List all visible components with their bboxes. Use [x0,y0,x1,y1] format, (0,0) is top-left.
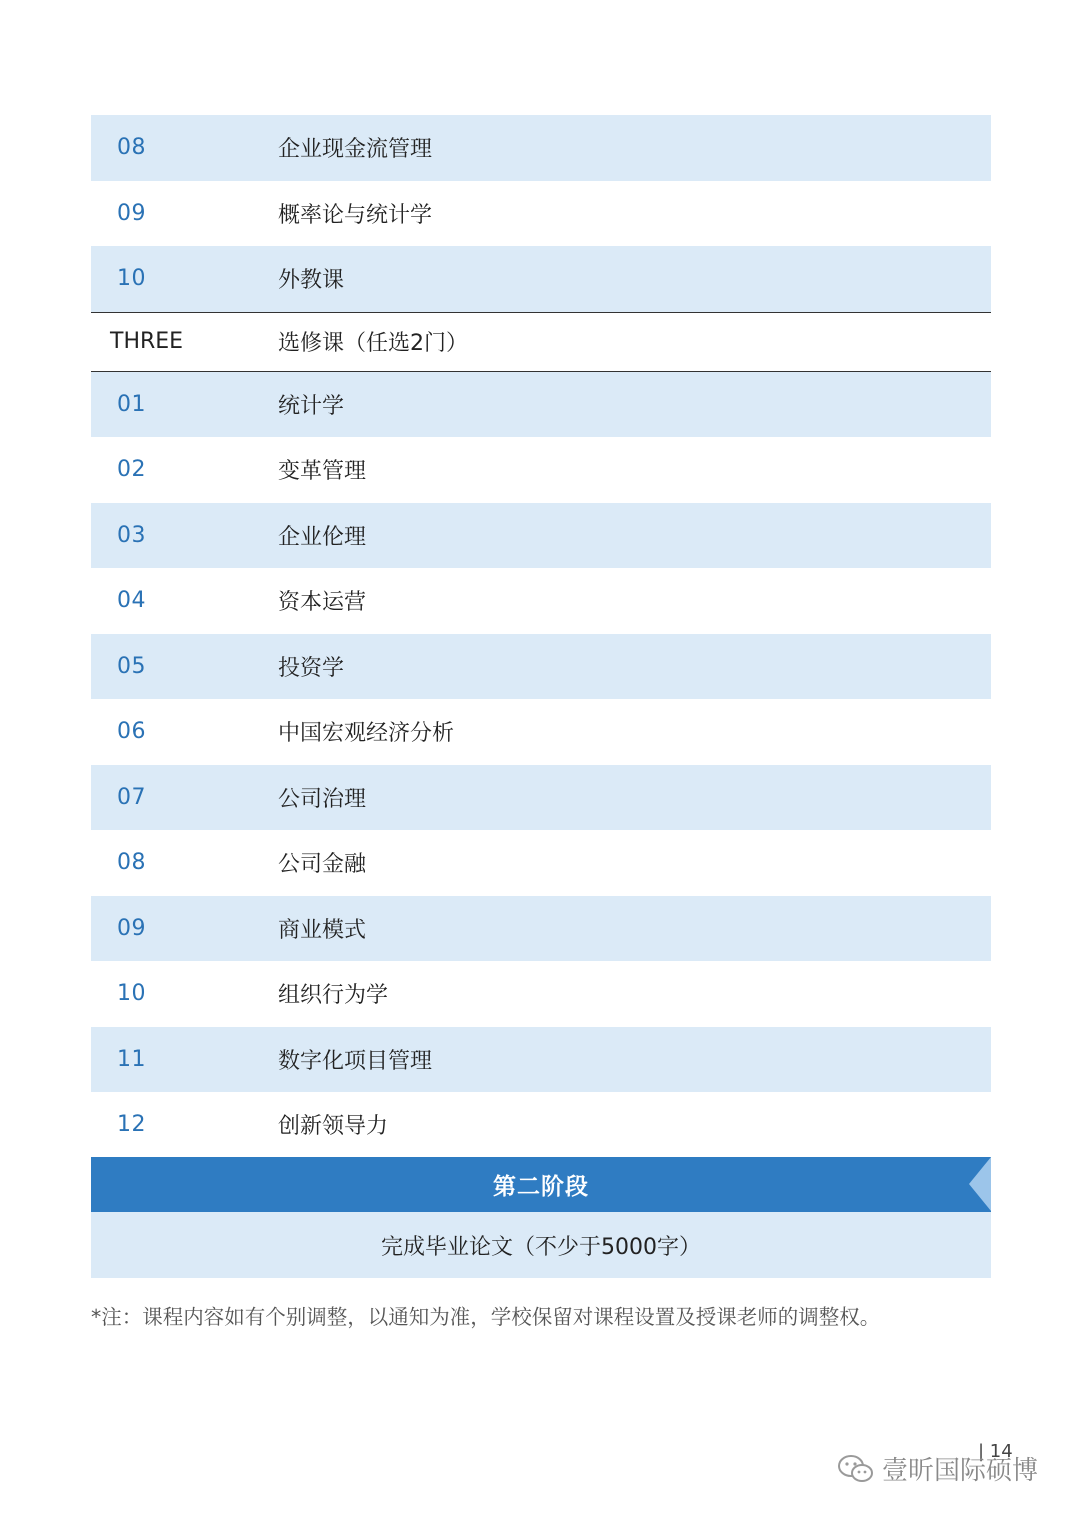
course-row [91,372,991,438]
course-row [91,699,991,765]
elective-course-rows [91,372,991,1158]
course-row [91,246,991,312]
course-table [91,115,991,1158]
stage-title: 第二阶段 [493,1174,589,1200]
section-number: THREE [110,329,184,354]
course-row [91,503,991,569]
course-number: 04 [117,588,146,614]
course-number: 05 [117,653,146,679]
course-row [91,961,991,1027]
course-number: 06 [117,719,146,745]
course-row [91,1027,991,1093]
watermark [836,1450,1038,1487]
course-number: 08 [117,135,146,161]
section-header-electives [91,312,991,372]
course-name: 企业现金流管理 [278,137,433,163]
course-number: 03 [117,522,146,548]
course-row [91,115,991,181]
course-name: 资本运营 [278,590,367,616]
course-row [91,765,991,831]
watermark-text: 壹昕国际硕博 [882,1456,1039,1486]
course-name: 变革管理 [278,459,367,485]
course-number: 09 [117,915,146,941]
course-name: 概率论与统计学 [278,202,433,228]
page-number: | 14 [978,1441,1013,1462]
course-row [91,634,991,700]
course-row [91,830,991,896]
course-number: 11 [117,1046,146,1072]
course-name: 统计学 [278,393,345,419]
core-course-rows [91,115,991,312]
course-row [91,896,991,962]
course-row [91,437,991,503]
course-number: 02 [117,457,146,483]
course-name: 组织行为学 [278,983,389,1009]
stage-content [91,1212,991,1278]
course-name: 投资学 [278,655,345,681]
stage-header [91,1157,991,1212]
course-name: 企业伦理 [278,524,367,550]
stage-corner-decoration [969,1157,991,1211]
course-name: 创新领导力 [278,1114,389,1140]
course-name: 公司金融 [278,852,367,878]
course-name: 中国宏观经济分析 [278,721,455,747]
course-number: 01 [117,391,146,417]
course-number: 08 [117,850,146,876]
course-row [91,181,991,247]
course-name: 公司治理 [278,786,367,812]
course-number: 10 [117,981,146,1007]
footnote: *注：课程内容如有个别调整，以通知为准，学校保留对课程设置及授课老师的调整权。 [91,1305,881,1329]
section-title: 选修课（任选2门） [278,331,468,356]
course-row [91,568,991,634]
course-name: 外教课 [278,268,345,294]
wechat-icon [836,1453,876,1485]
course-number: 10 [117,266,146,292]
stage-content-text: 完成毕业论文（不少于5000字） [381,1234,701,1260]
course-number: 09 [117,200,146,226]
course-number: 12 [117,1112,146,1138]
course-name: 数字化项目管理 [278,1048,433,1074]
course-row [91,1092,991,1158]
course-number: 07 [117,784,146,810]
course-name: 商业模式 [278,917,367,943]
